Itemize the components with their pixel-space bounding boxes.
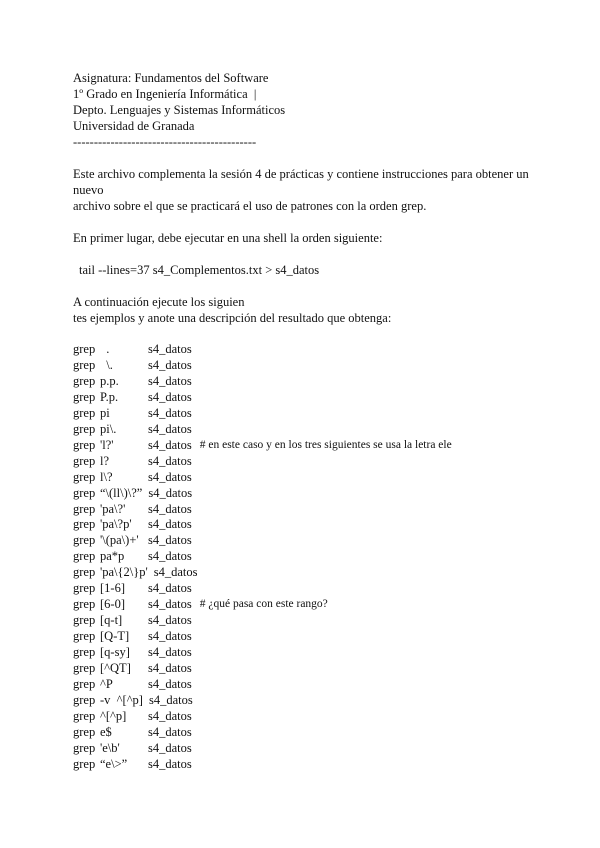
intro-line-1: Este archivo complementa la sesión 4 de prácticas y contiene instrucciones para obtener un	[73, 167, 529, 181]
grep-command: grep	[73, 501, 96, 516]
grep-pattern: \.	[100, 357, 113, 372]
grep-comment: # ¿qué pasa con este rango?	[199, 598, 328, 611]
grep-command: grep	[73, 453, 96, 468]
grep-pattern: pa*p	[100, 549, 125, 564]
grep-command: grep	[73, 708, 96, 723]
grep-example-row	[73, 565, 543, 581]
grep-pattern: [1-6]	[100, 581, 125, 596]
grep-example-row	[73, 741, 543, 757]
grep-command: grep	[73, 533, 96, 548]
grep-example-row	[73, 677, 543, 693]
grep-example-row	[73, 470, 543, 486]
grep-file: s4_datos	[148, 581, 192, 596]
grep-pattern: l?	[100, 453, 110, 468]
grep-pattern: [q-sy]	[100, 645, 130, 660]
grep-example-row	[73, 661, 543, 677]
grep-file: s4_datos	[148, 724, 192, 739]
degree-line: 1º Grado en Ingeniería Informática |	[73, 87, 257, 101]
grep-pattern: .	[100, 342, 110, 356]
grep-file: s4_datos	[148, 661, 192, 676]
grep-pattern: 'l?'	[100, 437, 114, 452]
grep-pattern: 'pa\?'	[100, 501, 126, 516]
grep-command: grep	[73, 437, 96, 452]
examples-intro-2: tes ejemplos y anote una descripción del resultado que obtenga:	[73, 311, 392, 325]
grep-file: s4_datos	[153, 565, 198, 580]
course-title: Asignatura: Fundamentos del Software	[73, 71, 269, 85]
grep-command: grep	[73, 629, 96, 644]
department-line: Depto. Lenguajes y Sistemas Informáticos	[73, 103, 286, 117]
grep-example-row	[73, 549, 543, 565]
grep-file: s4_datos	[148, 740, 192, 755]
grep-file: s4_datos	[148, 469, 192, 484]
grep-pattern: pi	[100, 405, 110, 420]
examples-intro-1: A continuación ejecute los siguien	[73, 295, 245, 309]
grep-file: s4_datos	[148, 421, 192, 436]
separator-line: --------------------------------------------	[73, 135, 257, 149]
grep-example-row	[73, 502, 543, 518]
grep-comment: # en este caso y en los tres siguientes se usa la letra ele	[199, 438, 452, 451]
grep-command: grep	[73, 613, 96, 628]
grep-command: grep	[73, 661, 96, 676]
grep-pattern: pi\.	[100, 421, 117, 436]
grep-example-row	[73, 581, 543, 597]
grep-command: grep	[73, 597, 96, 612]
grep-pattern: ^[^p]	[100, 708, 127, 723]
grep-file: s4_datos	[148, 453, 192, 468]
grep-command: grep	[73, 389, 96, 404]
grep-file: s4_datos	[148, 437, 192, 452]
grep-command: grep	[73, 724, 96, 739]
grep-file: s4_datos	[148, 373, 192, 388]
grep-file: s4_datos	[148, 677, 192, 692]
grep-file: s4_datos	[148, 485, 193, 500]
grep-example-row	[73, 486, 543, 502]
grep-file: s4_datos	[148, 533, 192, 548]
university-line: Universidad de Granada	[73, 119, 195, 133]
grep-example-row	[73, 358, 543, 374]
grep-example-row	[73, 725, 543, 741]
grep-pattern: [Q-T]	[100, 629, 130, 644]
grep-example-row	[73, 454, 543, 470]
grep-example-row	[73, 342, 543, 358]
grep-example-row	[73, 757, 543, 773]
instruction-paragraph: En primer lugar, debe ejecutar en una shell la orden siguiente:	[73, 231, 383, 245]
grep-example-row	[73, 597, 543, 613]
grep-pattern: “\(ll\)\?”	[100, 485, 143, 500]
grep-file: s4_datos	[148, 405, 192, 420]
intro-line-2: nuevo	[73, 183, 104, 197]
document-page	[73, 70, 543, 773]
grep-command: grep	[73, 756, 96, 771]
grep-command: grep	[73, 517, 96, 532]
grep-file: s4_datos	[148, 645, 192, 660]
grep-example-row	[73, 422, 543, 438]
grep-example-row	[73, 374, 543, 390]
grep-file: s4_datos	[148, 389, 192, 404]
grep-file: s4_datos	[148, 597, 192, 612]
grep-command: grep	[73, 692, 96, 707]
grep-command: grep	[73, 485, 96, 500]
grep-example-row	[73, 406, 543, 422]
grep-example-row	[73, 709, 543, 725]
grep-pattern: l\?	[100, 469, 113, 484]
grep-pattern: [^QT]	[100, 661, 131, 676]
tail-command: tail --lines=37 s4_Complementos.txt > s4_datos	[79, 263, 320, 277]
grep-file: s4_datos	[148, 708, 192, 723]
grep-example-row	[73, 629, 543, 645]
grep-example-row	[73, 533, 543, 549]
grep-file: s4_datos	[148, 342, 192, 356]
grep-examples-list	[73, 342, 543, 773]
grep-example-row	[73, 517, 543, 533]
grep-command: grep	[73, 357, 96, 372]
grep-file: s4_datos	[148, 501, 192, 516]
grep-file: s4_datos	[148, 549, 192, 564]
grep-pattern: “e\>”	[100, 756, 128, 771]
grep-file: s4_datos	[148, 629, 192, 644]
grep-example-row	[73, 645, 543, 661]
grep-pattern: -v ^[^p]	[100, 692, 143, 707]
grep-example-row	[73, 438, 543, 454]
grep-pattern: [q-t]	[100, 613, 123, 628]
grep-example-row	[73, 693, 543, 709]
grep-command: grep	[73, 421, 96, 436]
grep-pattern: 'pa\?p'	[100, 517, 132, 532]
grep-pattern: p.p.	[100, 373, 119, 388]
grep-pattern: '\(pa\)+'	[100, 533, 139, 548]
grep-command: grep	[73, 549, 96, 564]
grep-pattern: e$	[100, 724, 112, 739]
grep-pattern: ^P	[100, 677, 113, 692]
grep-pattern: P.p.	[100, 389, 119, 404]
grep-command: grep	[73, 740, 96, 755]
grep-file: s4_datos	[148, 517, 192, 532]
grep-pattern: 'pa\{2\}p'	[100, 565, 148, 580]
grep-command: grep	[73, 677, 96, 692]
grep-command: grep	[73, 469, 96, 484]
grep-command: grep	[73, 405, 96, 420]
grep-pattern: 'e\b'	[100, 740, 120, 755]
grep-command: grep	[73, 373, 96, 388]
grep-command: grep	[73, 565, 96, 580]
grep-example-row	[73, 390, 543, 406]
grep-pattern: [6-0]	[100, 597, 125, 612]
grep-example-row	[73, 613, 543, 629]
intro-line-3: archivo sobre el que se practicará el uso de patrones con la orden grep.	[73, 199, 427, 213]
grep-command: grep	[73, 342, 96, 356]
grep-file: s4_datos	[148, 692, 193, 707]
grep-file: s4_datos	[148, 613, 192, 628]
grep-command: grep	[73, 645, 96, 660]
grep-file: s4_datos	[148, 756, 192, 771]
grep-file: s4_datos	[148, 357, 192, 372]
grep-command: grep	[73, 581, 96, 596]
